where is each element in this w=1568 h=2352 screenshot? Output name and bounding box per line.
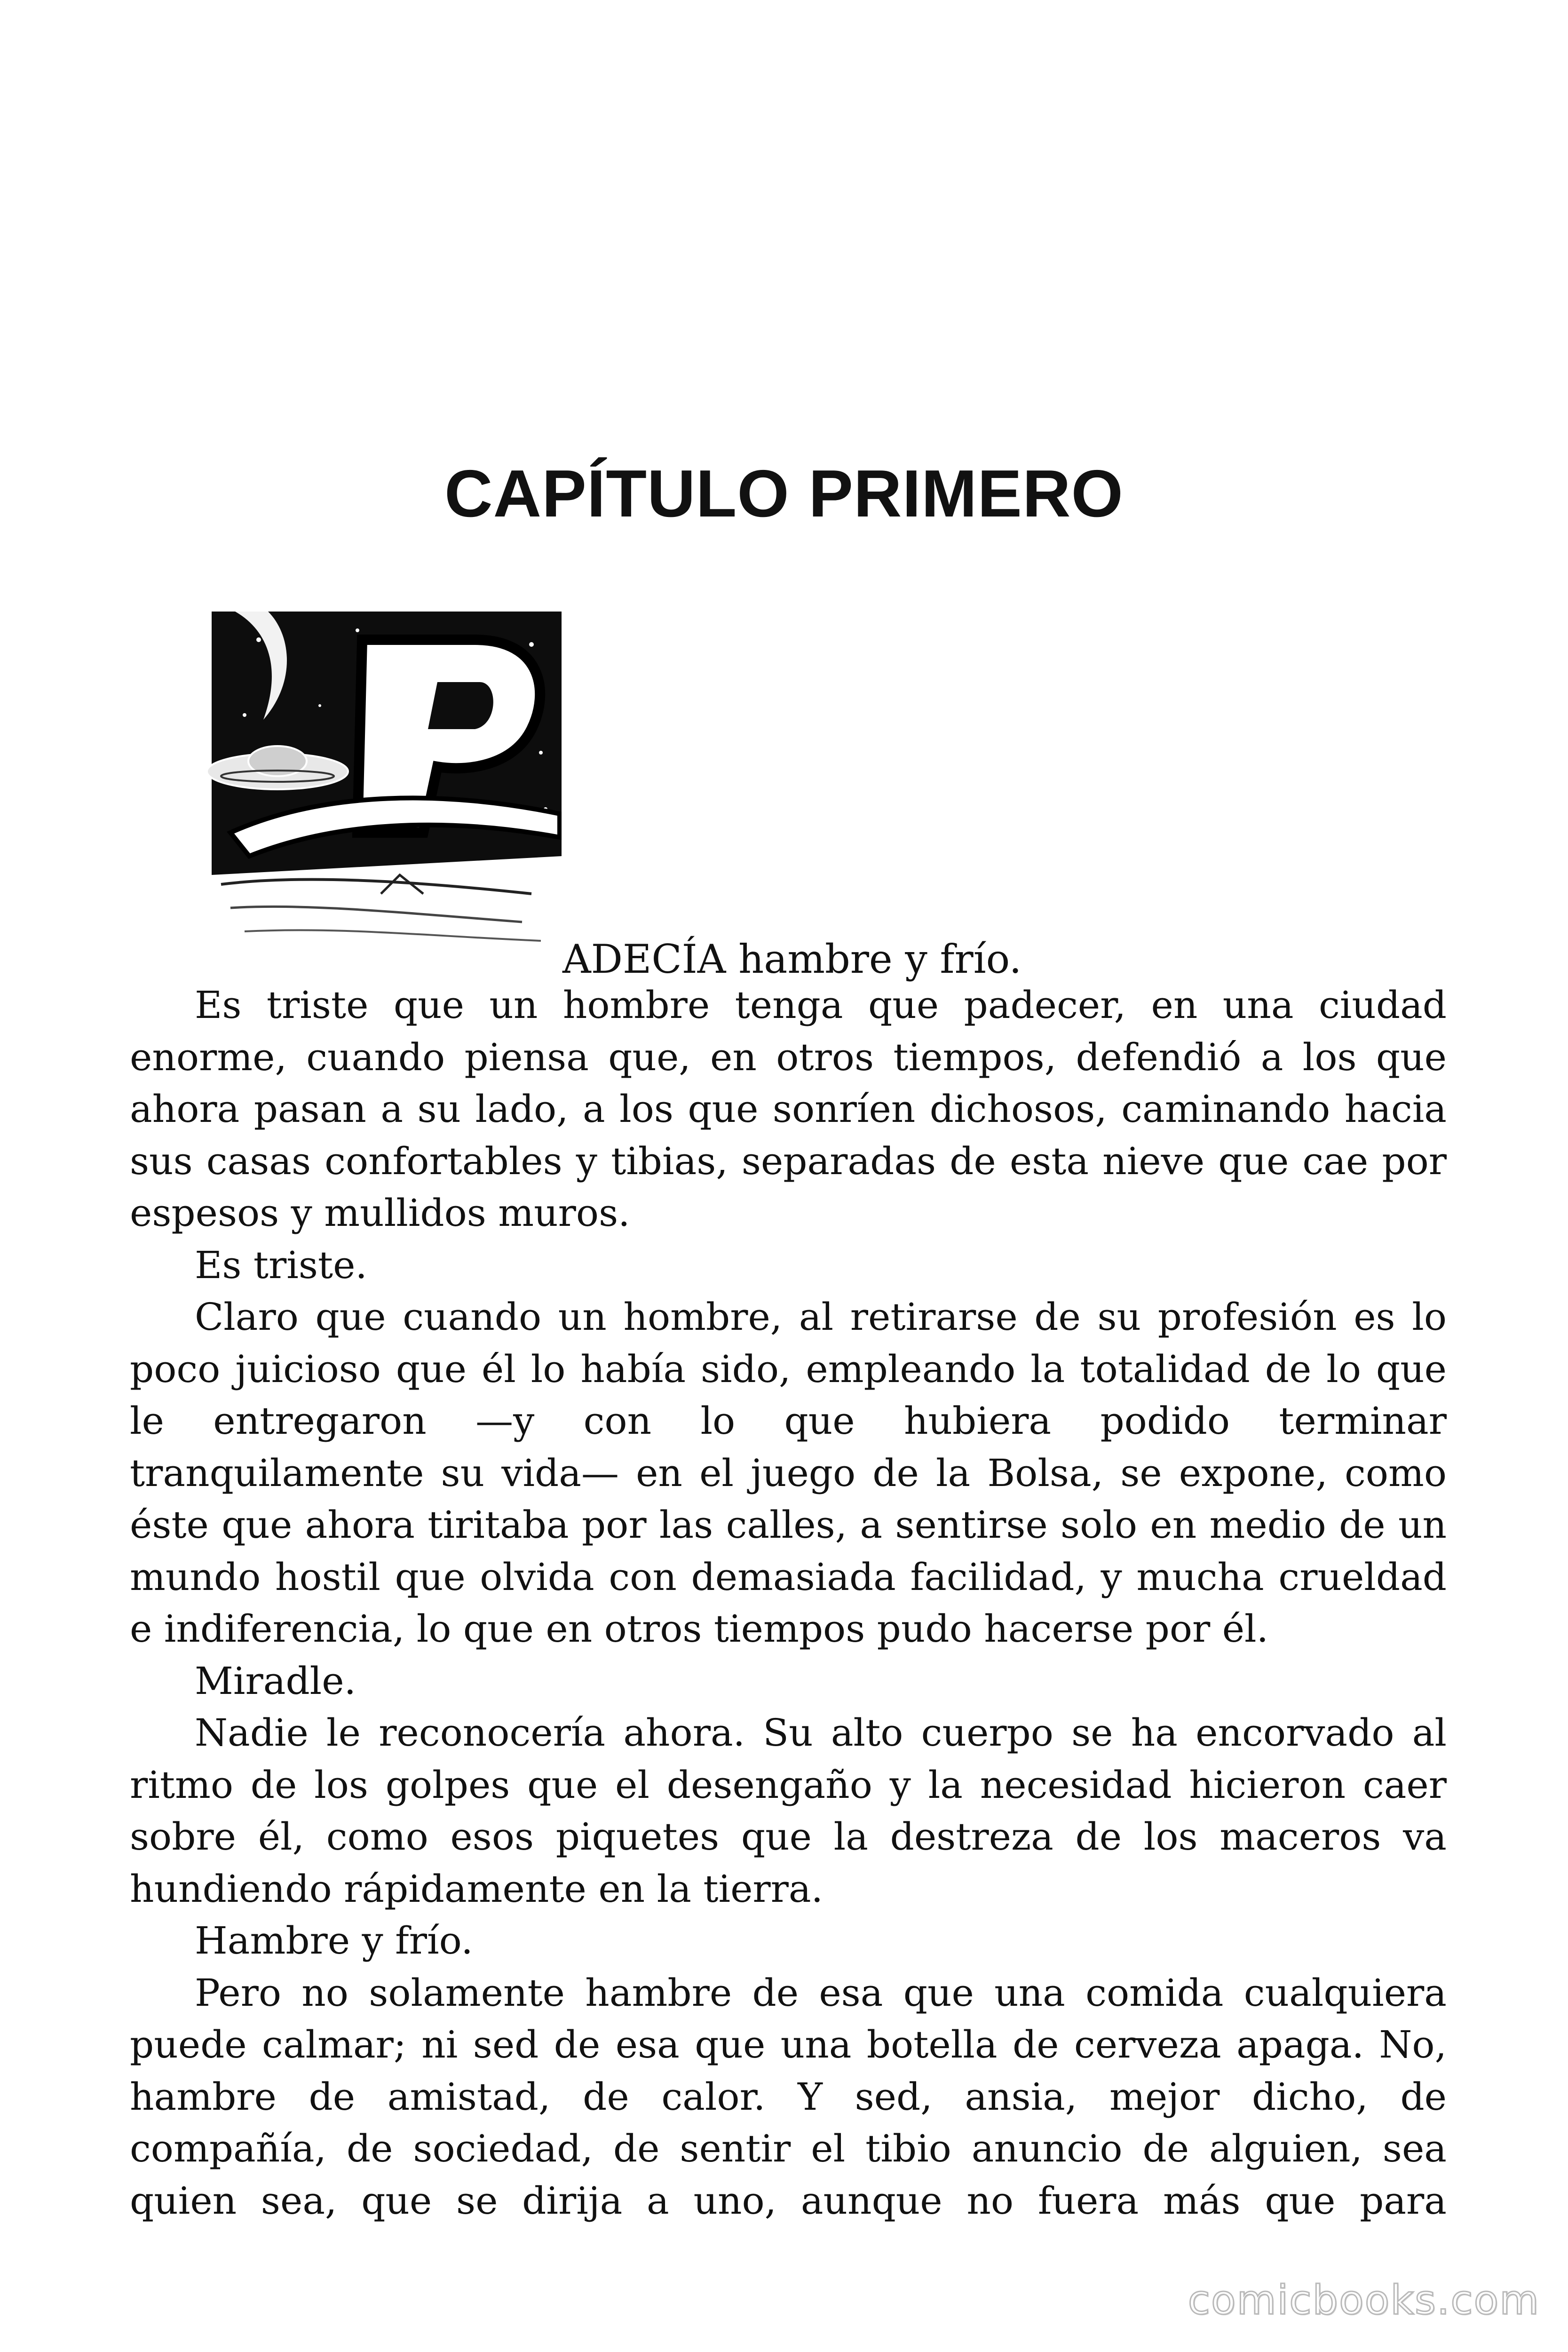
drop-cap-first-line: ADECÍA hambre y frío.: [562, 936, 1022, 982]
paragraph: Nadie le reconocería ahora. Su alto cuerpo se ha encorvado al ritmo de los golpes que el desengaño y la necesidad hicieron caer sobre él, como esos piquetes que la destreza de los maceros va hundiendo rápidamente en la tierra.: [130, 1711, 1447, 1911]
paragraph: Es triste.: [195, 1243, 367, 1287]
paragraph: Claro que cuando un hombre, al retirarse de su profesión es lo poco juicioso que él lo había sido, empleando la totalidad de lo que le entregaron —y con lo que hubiera podido terminar tranquilamente su vida— en el juego de la Bolsa, se expone, como éste que ahora tiritaba por las calles, a sentirse solo en medio de un mundo hostil que olvida con demasiada facilidad, y mucha crueldad e indiferencia, lo que en otros tiempos pudo hacerse por él.: [130, 1295, 1447, 1651]
paragraph: Miradle.: [195, 1659, 356, 1703]
paragraph: Pero no solamente hambre de esa que una comida cualquiera puede calmar; ni sed de esa que una botella de cerveza apaga. No, hambre de amistad, de calor. Y sed, ansia, mejor dicho, de compañía, de sociedad, de sentir el tibio anuncio de alguien, sea quien sea, que se dirija a uno, aunque no fuera más que para: [130, 1971, 1447, 2223]
watermark: comicbooks.com: [1188, 2277, 1540, 2324]
paragraph: Hambre y frío.: [195, 1919, 473, 1963]
chapter-body: [130, 979, 1447, 2227]
drop-cap-p-illustration: [202, 612, 562, 950]
chapter-title: CAPÍTULO PRIMERO: [444, 456, 1124, 531]
paragraph: Es triste que un hombre tenga que padecer, en una ciudad enorme, cuando piensa que, en otros tiempos, defendió a los que ahora pasan a su lado, a los que sonríen dichosos, caminando hacia sus casas confortables y tibias, separadas de esta nieve que cae por espesos y mullidos muros.: [130, 983, 1447, 1235]
drop-cap-p-icon: [202, 612, 562, 950]
